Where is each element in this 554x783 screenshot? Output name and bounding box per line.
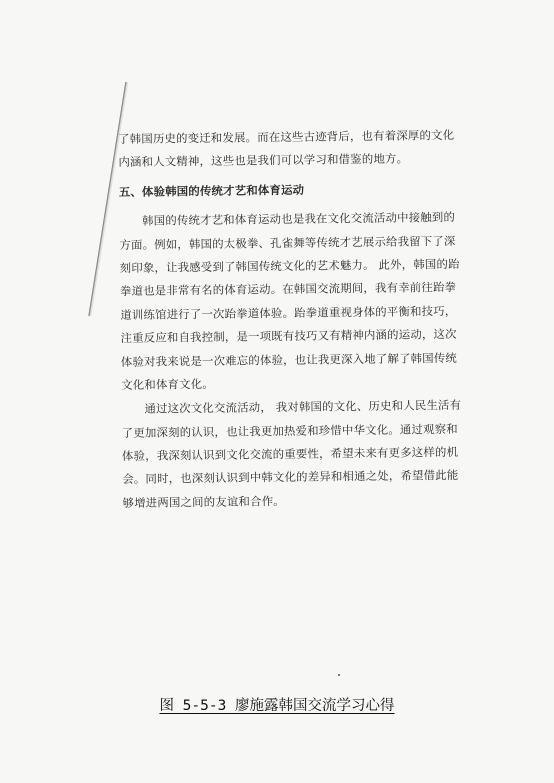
text-line: 注重反应和自我控制，是一项既有技巧又有精神内涵的运动，这次 xyxy=(120,327,457,346)
text-line: 韩国的传统才艺和体育运动也是我在文化交流活动中接触到的 xyxy=(142,210,456,228)
text-line: 通过这次文化交流活动， 我对韩国的文化、历史和人民生活有 xyxy=(144,398,462,416)
text-line: 了韩国历史的变迁和发展。而在这些古迹背后，也有着深厚的文化 xyxy=(118,127,455,146)
letter-text xyxy=(118,124,463,516)
text-line: 文化和体育文化。 xyxy=(121,376,214,392)
text-line: 够增进两国之间的友谊和合作。 xyxy=(122,493,285,510)
text-line: 了更加深刻的认识，也让我更加热爱和珍惜中华文化。通过观察和 xyxy=(121,421,458,440)
section-heading: 五、体验韩国的传统才艺和体育运动 xyxy=(118,182,305,199)
speck xyxy=(338,674,340,676)
text-line: 会。同时，也深刻认识到中韩文化的差异和相通之处，希望借此能 xyxy=(122,468,459,487)
paragraph-traditional-arts xyxy=(119,206,461,397)
figure-caption-text: 图 5-5-3 廖施露韩国交流学习心得 xyxy=(159,698,395,714)
text-line: 内涵和人文精神，这些也是我们可以学习和借鉴的地方。 xyxy=(118,151,409,170)
text-line: 体验对我来说是一次难忘的体验，也让我更深入地了解了韩国传统 xyxy=(120,350,458,369)
figure-caption xyxy=(0,694,554,715)
text-line: 拳道也是非常有名的体育运动。在韩国交流期间，我有幸前往跆拳 xyxy=(119,280,457,299)
text-line: 体验，我深刻认识到文化交流的重要性，希望未来有更多这样的机 xyxy=(121,444,459,464)
text-line: 方面。例如，韩国的太极拳、孔雀舞等传统才艺展示给我留下了深 xyxy=(119,233,456,252)
text-line: 刻印象，让我感受到了韩国传统文化的艺术魅力。 此外，韩国的跆 xyxy=(119,256,460,275)
text-line: 道训练馆进行了一次跆拳道体验。跆拳道重视身体的平衡和技巧， xyxy=(120,303,457,322)
paragraph-summary xyxy=(121,394,462,515)
intro-paragraph xyxy=(118,124,459,175)
